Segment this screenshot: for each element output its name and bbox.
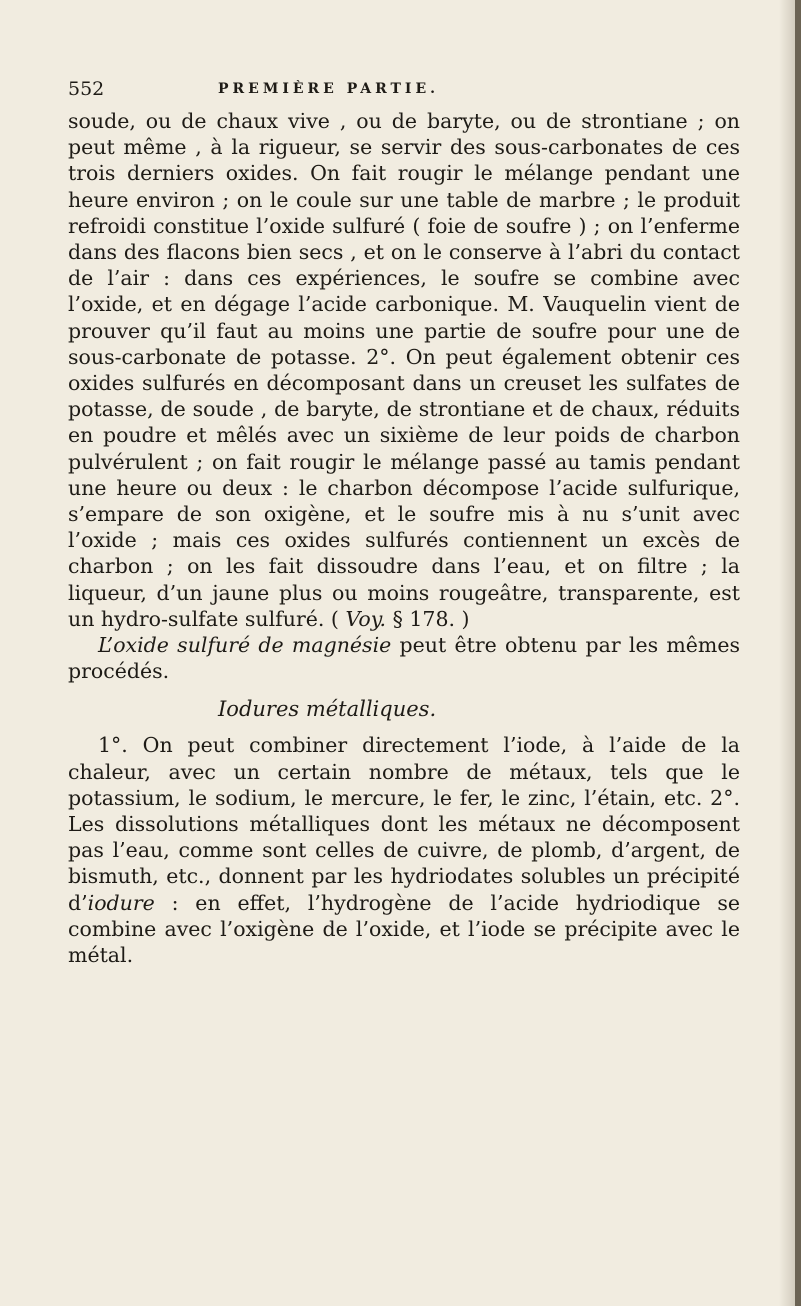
running-head — [68, 78, 740, 104]
book-page — [68, 78, 740, 968]
paragraph-text: : en effet, l’hydrogène de l’acide hydriodique se combine avec l’oxigène de l’oxide, et l’iode se précipite avec le métal. — [68, 890, 740, 968]
reference-section: § 178. ) — [386, 606, 470, 631]
term-oxide-sulfure-magnesie: L’oxide sulfuré de magnésie — [98, 633, 392, 658]
term-iodure: iodure — [87, 890, 155, 915]
page-number: 552 — [68, 78, 105, 100]
paragraph-oxides-sulfures — [68, 108, 740, 632]
paragraph-text: soude, ou de chaux vive , ou de baryte, ou de strontiane ; on peut même , à la rigueur, se servir des sous-carbonates de ces trois derniers oxides. On fait rougir le mélange pendant une heure environ ; on le coule sur une table de marbre ; le produit refroidi constitue l’oxide sulfuré ( foie de soufre ) ; on l’enferme dans des flacons bien secs , et on le conserve à l’abri du contact de l’air : dans ces expériences, le soufre se combine avec l’oxide, et en dégage l’acide carbonique. M. Vauquelin vient de prouver qu’il faut au moins une partie de soufre pour une de sous-carbonate de potasse. 2°. On peut également obtenir ces oxides sulfurés en décomposant dans un creuset les sulfates de potasse, de soude , de baryte, de strontiane et de chaux, réduits en poudre et mêlés avec un sixième de leur poids de charbon pulvérulent ; on fait rougir le mélange passé au tamis pendant une heure ou deux : le charbon décompose l’acide sulfurique, s’empare de son oxigène, et le soufre mis à nu s’unit avec l’oxide ; mais ces oxides sulfurés contiennent un excès de charbon ; on les fait dissoudre dans l’eau, et on filtre ; la liqueur, d’un jaune plus ou moins rougeâtre, transparente, est un hydro-sulfate sulfuré. ( — [68, 109, 740, 631]
page-edge — [795, 0, 801, 1306]
paragraph-text: 1°. On peut combiner directement l’iode, à l’aide de la chaleur, avec un certain nombre de métaux, tels que le potassium, le sodium, le mercure, le fer, le zinc, l’étain, etc. 2°. Les dissolutions métalliques dont les métaux ne décomposent pas l’eau, comme sont celles de cuivre, de plomb, d’argent, de bismuth, etc., donnent par les hydriodates solubles un précipité d’ — [68, 733, 740, 915]
paragraph-iodures — [68, 732, 740, 968]
paragraph-text: peut être obtenu par les mêmes procédés. — [68, 633, 741, 684]
paragraph-magnesie — [68, 632, 740, 684]
body-text — [68, 108, 740, 968]
running-title: PREMIÈRE PARTIE. — [218, 81, 440, 97]
reference-voy: Voy. — [345, 606, 387, 631]
section-heading: Iodures métalliques. — [218, 697, 437, 722]
